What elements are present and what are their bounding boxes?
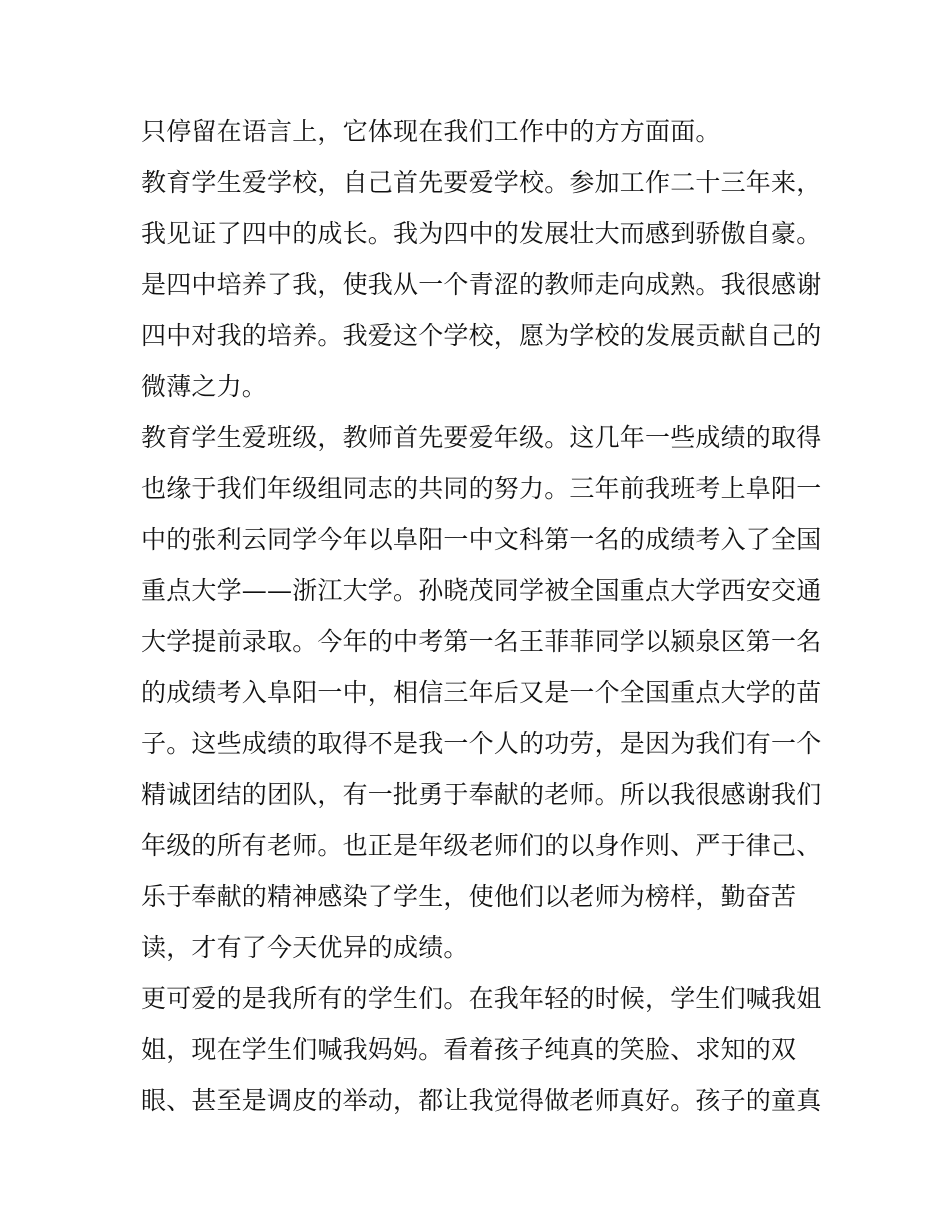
text-line: 读，才有了今天优异的成绩。 (141, 933, 469, 962)
text-line: 四中对我的培养。我爱这个学校，愿为学校的发展贡献自己的 (141, 321, 822, 350)
text-line: 乐于奉献的精神感染了学生，使他们以老师为榜样，勤奋苦 (141, 882, 797, 911)
text-line: 教育学生爱班级，教师首先要爱年级。这几年一些成绩的取得 (141, 423, 822, 452)
text-line: 我见证了四中的成长。我为四中的发展壮大而感到骄傲自豪。 (141, 219, 822, 248)
text-line: 教育学生爱学校，自己首先要爱学校。参加工作二十三年来， (141, 168, 822, 197)
text-line: 年级的所有老师。也正是年级老师们的以身作则、严于律己、 (141, 831, 822, 860)
text-line: 中的张利云同学今年以阜阳一中文科第一名的成绩考入了全国 (141, 525, 822, 554)
text-line: 重点大学——浙江大学。孙晓茂同学被全国重点大学西安交通 (141, 576, 822, 605)
body-text (141, 106, 821, 1126)
text-line: 更可爱的是我所有的学生们。在我年轻的时候，学生们喊我姐 (141, 984, 822, 1013)
text-line: 大学提前录取。今年的中考第一名王菲菲同学以颍泉区第一名 (141, 627, 822, 656)
text-line: 只停留在语言上，它体现在我们工作中的方方面面。 (141, 117, 721, 146)
text-line: 眼、甚至是调皮的举动，都让我觉得做老师真好。孩子的童真 (141, 1086, 822, 1115)
text-line: 微薄之力。 (141, 372, 268, 401)
text-line: 是四中培养了我，使我从一个青涩的教师走向成熟。我很感谢 (141, 270, 822, 299)
text-line: 精诚团结的团队，有一批勇于奉献的老师。所以我很感谢我们 (141, 780, 822, 809)
text-line: 的成绩考入阜阳一中，相信三年后又是一个全国重点大学的苗 (141, 678, 822, 707)
text-line: 姐，现在学生们喊我妈妈。看着孩子纯真的笑脸、求知的双 (141, 1035, 797, 1064)
text-line: 子。这些成绩的取得不是我一个人的功劳，是因为我们有一个 (141, 729, 822, 758)
text-line: 也缘于我们年级组同志的共同的努力。三年前我班考上阜阳一 (141, 474, 822, 503)
